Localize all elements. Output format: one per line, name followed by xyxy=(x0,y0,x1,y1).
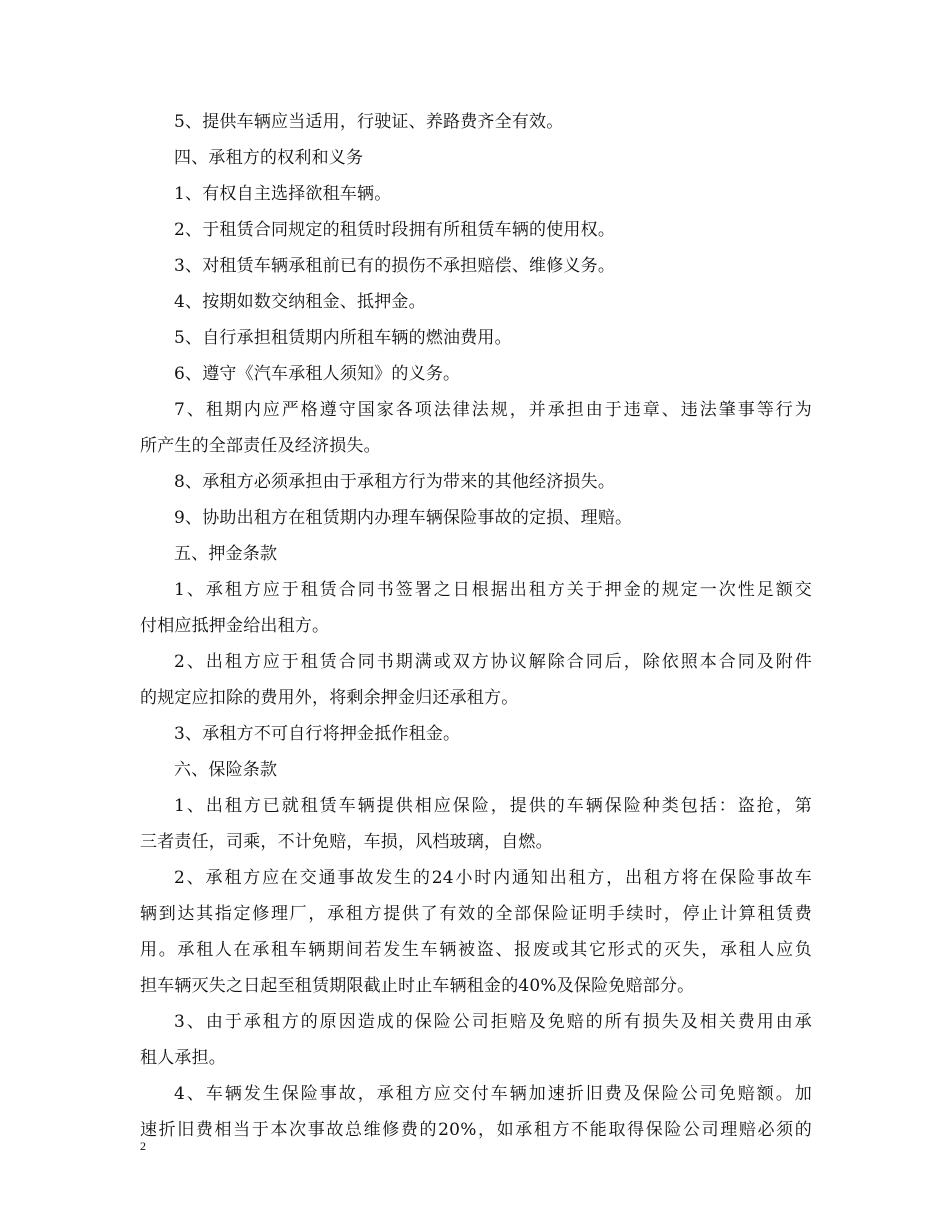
paragraph-line: 4、车辆发生保险事故，承租方应交付车辆加速折旧费及保险公司免赔额。加 xyxy=(174,1084,812,1104)
paragraph-line: 付相应抵押金给出租方。 xyxy=(140,616,330,636)
paragraph-line: 3、承租方不可自行将押金抵作租金。 xyxy=(174,724,461,744)
paragraph-line: 2、于租赁合同规定的租赁时段拥有所租赁车辆的使用权。 xyxy=(174,220,616,240)
paragraph-line: 1、承租方应于租赁合同书签署之日根据出租方关于押金的规定一次性足额交 xyxy=(174,580,812,600)
paragraph-line: 三者责任，司乘，不计免赔，车损，风档玻璃，自燃。 xyxy=(140,832,553,852)
paragraph-line: 2、承租方应在交通事故发生的24小时内通知出租方，出租方将在保险事故车 xyxy=(174,868,812,888)
page-number: 2 xyxy=(140,1139,146,1153)
paragraph-line: 9、协助出租方在租赁期内办理车辆保险事故的定损、理赔。 xyxy=(174,508,633,528)
section-heading: 五、押金条款 xyxy=(174,544,278,564)
paragraph-line: 4、按期如数交纳租金、抵押金。 xyxy=(174,292,426,312)
paragraph-line: 3、由于承租方的原因造成的保险公司拒赔及免赔的所有损失及相关费用由承 xyxy=(174,1012,812,1032)
section-heading: 四、承租方的权利和义务 xyxy=(174,148,364,168)
paragraph-line: 的规定应扣除的费用外，将剩余押金归还承租方。 xyxy=(140,688,519,708)
paragraph-line: 5、自行承担租赁期内所租车辆的燃油费用。 xyxy=(174,328,512,348)
paragraph-line: 2、出租方应于租赁合同书期满或双方协议解除合同后，除依照本合同及附件 xyxy=(174,652,812,672)
paragraph-line: 6、遵守《汽车承租人须知》的义务。 xyxy=(174,364,461,384)
paragraph-line: 5、提供车辆应当适用，行驶证、养路费齐全有效。 xyxy=(174,112,564,132)
paragraph-line: 所产生的全部责任及经济损失。 xyxy=(140,436,381,456)
paragraph-line: 3、对租赁车辆承租前已有的损伤不承担赔偿、维修义务。 xyxy=(174,256,616,276)
paragraph-line: 1、有权自主选择欲租车辆。 xyxy=(174,184,392,204)
paragraph-line: 辆到达其指定修理厂，承租方提供了有效的全部保险证明手续时，停止计算租赁费 xyxy=(140,904,812,924)
section-heading: 六、保险条款 xyxy=(174,760,278,780)
paragraph-line: 1、出租方已就租赁车辆提供相应保险，提供的车辆保险种类包括：盗抢，第 xyxy=(174,796,812,816)
paragraph-line: 8、承租方必须承担由于承租方行为带来的其他经济损失。 xyxy=(174,472,616,492)
paragraph-line: 租人承担。 xyxy=(140,1048,226,1068)
paragraph-line: 7、租期内应严格遵守国家各项法律法规，并承担由于违章、违法肇事等行为 xyxy=(174,400,812,420)
paragraph-line: 担车辆灭失之日起至租赁期限截止时止车辆租金的40%及保险免赔部分。 xyxy=(140,976,695,996)
paragraph-line: 速折旧费相当于本次事故总维修费的20%，如承租方不能取得保险公司理赔必须的 xyxy=(140,1120,812,1140)
paragraph-line: 用。承租人在承租车辆期间若发生车辆被盗、报废或其它形式的灭失，承租人应负 xyxy=(140,940,812,960)
